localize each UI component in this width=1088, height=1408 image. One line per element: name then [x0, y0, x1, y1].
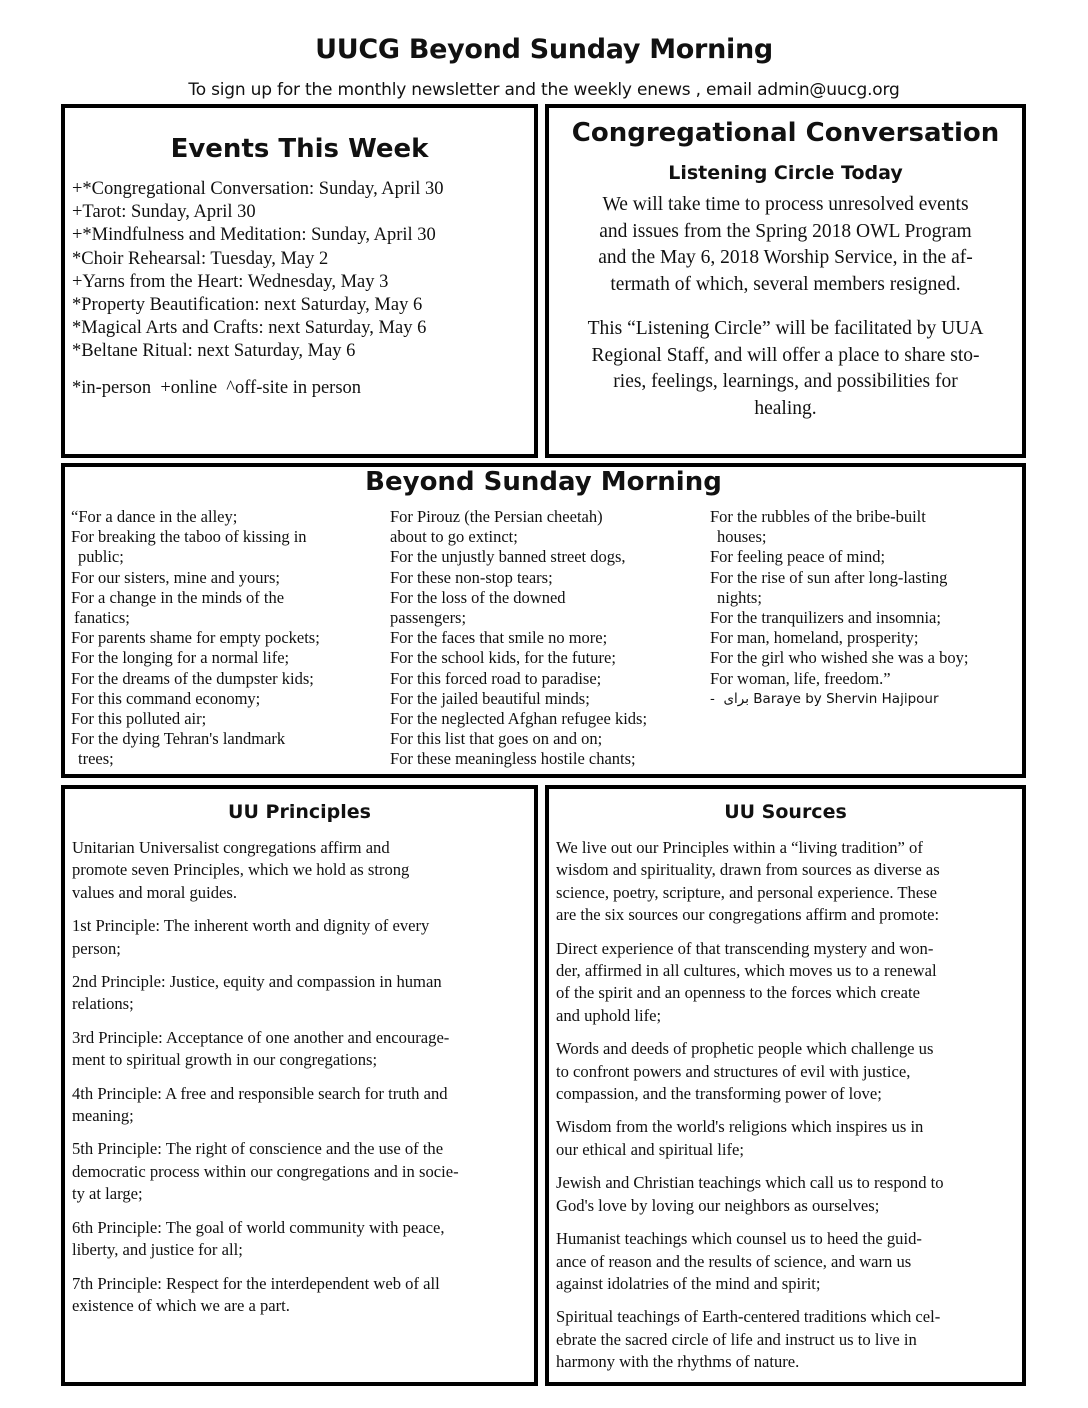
- text-line: 2nd Principle: Justice, equity and compassion in human: [72, 972, 442, 992]
- poem-line: For this forced road to paradise;: [390, 668, 602, 688]
- paragraph: [72, 837, 526, 904]
- text-line: and issues from the Spring 2018 OWL Program: [599, 220, 972, 242]
- conversation-subtitle: Listening Circle Today: [668, 162, 903, 184]
- paragraph: [72, 1027, 526, 1072]
- text-line: to confront powers and structures of evil with justice,: [556, 1061, 911, 1081]
- poem-line: For these meaningless hostile chants;: [390, 749, 636, 769]
- text-line: harmony with the rhythms of nature.: [556, 1352, 800, 1372]
- paragraph: [72, 1217, 526, 1262]
- poem-line: For the jailed beautiful minds;: [390, 688, 590, 708]
- poem-line: For the faces that smile no more;: [390, 628, 608, 648]
- text-line: God's love by loving our neighbors as ourselves;: [556, 1195, 880, 1215]
- text-line: healing.: [754, 397, 817, 419]
- event-item: +*Mindfulness and Meditation: Sunday, April 30: [72, 225, 436, 246]
- poem-line: For the school kids, for the future;: [390, 648, 616, 668]
- text-line: ment to spiritual growth in our congregations;: [72, 1050, 378, 1070]
- poem-line: For man, homeland, prosperity;: [710, 628, 919, 648]
- poem-line: For the dreams of the dumpster kids;: [71, 668, 314, 688]
- poem-attribution: - برای Baraye by Shervin Hajipour: [710, 690, 939, 707]
- poem-line: For the dying Tehran's landmark: [71, 729, 286, 749]
- poem-line: nights;: [717, 587, 762, 607]
- text-line: existence of which we are a part.: [72, 1295, 290, 1315]
- text-line: der, affirmed in all cultures, which moves us to a renewal: [556, 961, 937, 981]
- poem-line: For the girl who wished she was a boy;: [710, 648, 969, 668]
- text-line: 1st Principle: The inherent worth and dignity of every: [72, 916, 430, 936]
- poem-line: For a change in the minds of the: [71, 587, 285, 607]
- poem-line: For this list that goes on and on;: [390, 729, 603, 749]
- poem-line: fanatics;: [74, 608, 130, 628]
- text-line: promote seven Principles, which we hold as strong: [72, 860, 410, 880]
- text-line: Regional Staff, and will offer a place to share sto-: [591, 344, 980, 366]
- text-line: person;: [72, 938, 121, 958]
- principles-title: UU Principles: [228, 801, 371, 823]
- paragraph: [556, 837, 1014, 927]
- text-line: We will take time to process unresolved events: [602, 194, 969, 215]
- conversation-paragraph: [559, 192, 1012, 298]
- text-line: Direct experience of that transcending mystery and won-: [556, 938, 934, 958]
- conversation-box: [545, 104, 1026, 458]
- text-line: ty at large;: [72, 1184, 143, 1204]
- paragraph: [556, 1306, 1014, 1373]
- poem-line: “For a dance in the alley;: [71, 507, 238, 526]
- paragraph: [72, 1138, 526, 1205]
- text-line: liberty, and justice for all;: [72, 1240, 243, 1260]
- events-title: Events This Week: [170, 134, 429, 164]
- text-line: 4th Principle: A free and responsible search for truth and: [72, 1083, 448, 1103]
- event-item: *Magical Arts and Crafts: next Saturday, May 6: [72, 318, 427, 339]
- text-line: 5th Principle: The right of conscience and the use of the: [72, 1139, 444, 1159]
- text-line: 7th Principle: Respect for the interdependent web of all: [72, 1273, 440, 1293]
- paragraph: [556, 1116, 1014, 1161]
- text-line: relations;: [72, 994, 134, 1014]
- paragraph: [72, 971, 526, 1016]
- page-title: UUCG Beyond Sunday Morning: [315, 34, 773, 65]
- text-line: science, poetry, scripture, and personal experience. These: [556, 882, 938, 902]
- conversation-title: Congregational Conversation: [571, 118, 1000, 148]
- poem-line: For this command economy;: [71, 688, 261, 708]
- text-line: against idolatries of the mind and spirit;: [556, 1273, 821, 1293]
- paragraph: [72, 1083, 526, 1128]
- event-item: +Yarns from the Heart: Wednesday, May 3: [72, 271, 389, 292]
- principles-body: [72, 837, 526, 1317]
- event-item: +Tarot: Sunday, April 30: [72, 202, 256, 223]
- event-item: *Property Beautification: next Saturday, May 6: [72, 295, 423, 316]
- sources-body: [556, 837, 1014, 1374]
- text-line: ries, feelings, learnings, and possibilities for: [613, 371, 958, 392]
- paragraph: [72, 1273, 526, 1318]
- text-line: of the spirit and an openness to the forces which create: [556, 983, 921, 1003]
- text-line: Humanist teachings which counsel us to heed the guid-: [556, 1229, 922, 1249]
- text-line: ance of reason and the results of science, and warn us: [556, 1251, 912, 1271]
- poem-line: For the neglected Afghan refugee kids;: [390, 709, 648, 729]
- poem-line: houses;: [717, 527, 767, 547]
- sources-title: UU Sources: [724, 801, 847, 823]
- poem-line: For these non-stop tears;: [390, 567, 553, 587]
- text-line: Spiritual teachings of Earth-centered traditions which cel-: [556, 1307, 941, 1327]
- poem-line: For the unjustly banned street dogs,: [390, 547, 626, 567]
- text-line: 3rd Principle: Acceptance of one another and encourage-: [72, 1027, 450, 1047]
- text-line: Jewish and Christian teachings which call us to respond to: [556, 1173, 944, 1193]
- text-line: 6th Principle: The goal of world community with peace,: [72, 1217, 445, 1237]
- page-subtitle: To sign up for the monthly newsletter and the weekly enews , email admin@uucg.org: [188, 80, 900, 100]
- event-item: *Choir Rehearsal: Tuesday, May 2: [72, 248, 329, 269]
- poem-line: For the loss of the downed: [390, 587, 566, 607]
- events-list: [72, 178, 534, 364]
- event-item: +*Congregational Conversation: Sunday, April 30: [72, 179, 444, 199]
- poem-line: For Pirouz (the Persian cheetah): [390, 507, 603, 526]
- poem-line: For feeling peace of mind;: [710, 547, 886, 567]
- poem-line: For the rise of sun after long-lasting: [710, 567, 948, 587]
- text-line: termath of which, several members resigned.: [610, 273, 961, 295]
- poem-line: For the rubbles of the bribe-built: [710, 507, 926, 526]
- poem-column: [390, 507, 700, 770]
- paragraph: [556, 938, 1014, 1028]
- poem-line: public;: [78, 547, 124, 567]
- text-line: our ethical and spiritual life;: [556, 1139, 745, 1159]
- poem-line: For our sisters, mine and yours;: [71, 567, 280, 587]
- poem-column: [71, 507, 381, 770]
- principles-box: [61, 785, 538, 1386]
- text-line: Words and deeds of prophetic people which challenge us: [556, 1039, 934, 1059]
- poem-line: trees;: [78, 749, 114, 769]
- poem-title: Beyond Sunday Morning: [365, 467, 722, 497]
- poem-column: [710, 507, 1025, 709]
- text-line: and the May 6, 2018 Worship Service, in the af-: [598, 247, 973, 268]
- poem-line: For the longing for a normal life;: [71, 648, 290, 668]
- text-line: meaning;: [72, 1106, 134, 1126]
- paragraph: [556, 1228, 1014, 1295]
- poem-line: For parents shame for empty pockets;: [71, 628, 320, 648]
- text-line: democratic process within our congregations and in socie-: [72, 1161, 459, 1181]
- paragraph: [556, 1172, 1014, 1217]
- text-line: values and moral guides.: [72, 882, 237, 902]
- text-line: We live out our Principles within a “living tradition” of: [556, 838, 923, 857]
- text-line: wisdom and spirituality, drawn from sources as diverse as: [556, 860, 940, 880]
- text-line: are the six sources our congregations affirm and promote:: [556, 905, 940, 925]
- conversation-paragraph: [559, 316, 1012, 422]
- text-line: Wisdom from the world's religions which inspires us in: [556, 1117, 924, 1137]
- paragraph: [556, 1038, 1014, 1105]
- events-legend: *in-person +online ^off-site in person: [72, 377, 362, 398]
- poem-box: [61, 463, 1026, 778]
- sources-box: [545, 785, 1026, 1386]
- text-line: ebrate the sacred circle of life and instruct us to live in: [556, 1329, 917, 1349]
- poem-line: For the tranquilizers and insomnia;: [710, 608, 941, 628]
- poem-line: For woman, life, freedom.”: [710, 668, 891, 688]
- paragraph: [72, 915, 526, 960]
- text-line: This “Listening Circle” will be facilitated by UUA: [587, 318, 984, 339]
- event-item: *Beltane Ritual: next Saturday, May 6: [72, 341, 356, 362]
- poem-line: passengers;: [390, 608, 467, 628]
- poem-line: about to go extinct;: [390, 527, 518, 547]
- text-line: Unitarian Universalist congregations affirm and: [72, 838, 390, 857]
- text-line: compassion, and the transforming power of love;: [556, 1084, 882, 1104]
- text-line: and uphold life;: [556, 1005, 662, 1025]
- events-box: [61, 104, 538, 458]
- poem-line: For breaking the taboo of kissing in: [71, 527, 307, 547]
- poem-line: For this polluted air;: [71, 709, 207, 729]
